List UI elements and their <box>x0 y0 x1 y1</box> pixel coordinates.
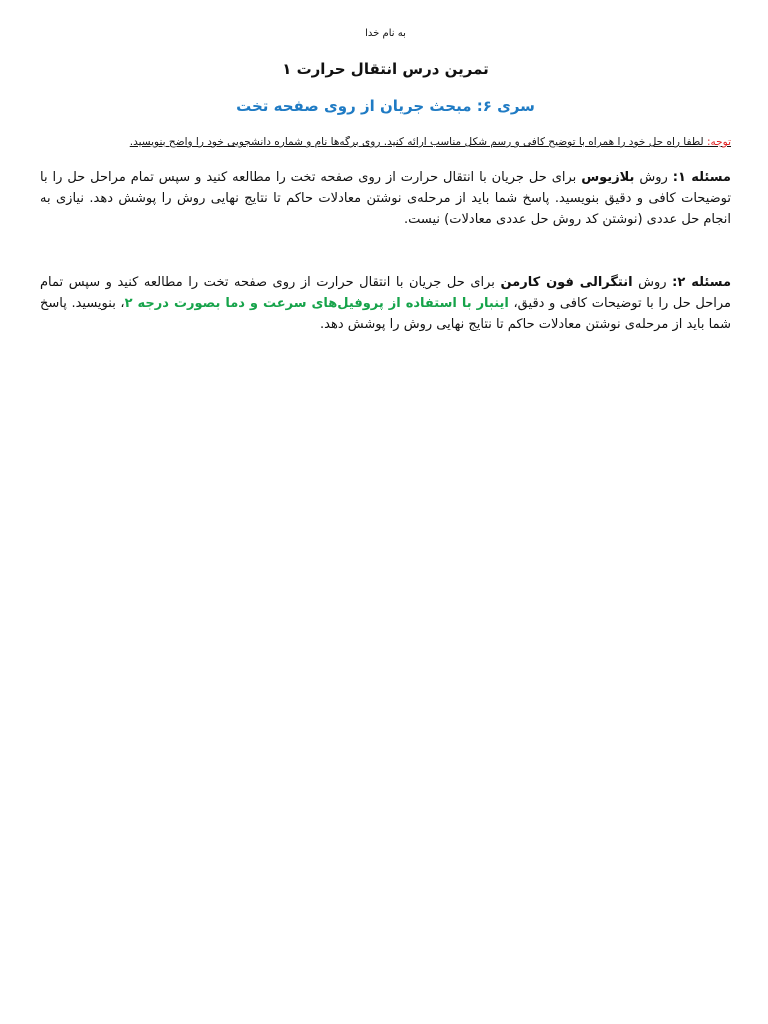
problem-2-method: انتگرالی فون کارمن <box>500 275 633 290</box>
note-label: توجه: <box>706 136 731 148</box>
problem-2-text-a: برای حل جریان با انتقال حرارت از روی صفحه تخت را مطالعه کنید و سپس تمام مراحل حل را با توضیحات کافی و دقیق، <box>40 275 731 311</box>
problem-1-pre: روش <box>634 170 673 185</box>
problem-2-highlight: اینبار با استفاده از پروفیل‌های سرعت و دما بصورت درجه ۲ <box>124 296 509 311</box>
problem-2-pre: روش <box>632 275 673 290</box>
problem-1-text: برای حل جریان با انتقال حرارت از روی صفحه تخت را مطالعه کنید و سپس تمام مراحل حل را با توضیحات کافی و دقیق بنویسید. پاسخ شما باید از مرحله‌ی نوشتن معادلات حاکم تا نتایج نهایی روش را پوشش دهد. نیازی به انجام حل عددی (نوشتن کد روش حل عددی معادلات) نیست. <box>40 170 731 227</box>
note-text: لطفا راه حل خود را همراه با توضیح کافی و رسم شکل مناسب ارائه کنید. روی برگه‌ها نام و شماره دانشجویی خود را واضح بنویسید. <box>129 136 707 148</box>
problem-2-label: مسئله ۲: <box>672 275 732 290</box>
page-subtitle: سری ۶: مبحث جریان از روی صفحه تخت <box>236 97 535 115</box>
problem-1-method: بلازیوس <box>581 170 635 185</box>
note-line <box>40 136 731 148</box>
problem-2 <box>40 272 731 335</box>
problem-1-label: مسئله ۱: <box>672 170 731 185</box>
invocation-text: به نام خدا <box>365 28 406 39</box>
document-page <box>40 0 731 1024</box>
problem-1 <box>40 167 731 230</box>
problem-2-text-b: ، بنویسید. پاسخ شما باید از مرحله‌ی نوشتن معادلات حاکم تا نتایج نهایی روش را پوشش دهد. <box>40 296 731 332</box>
page-title: تمرین درس انتقال حرارت ۱ <box>282 60 489 78</box>
